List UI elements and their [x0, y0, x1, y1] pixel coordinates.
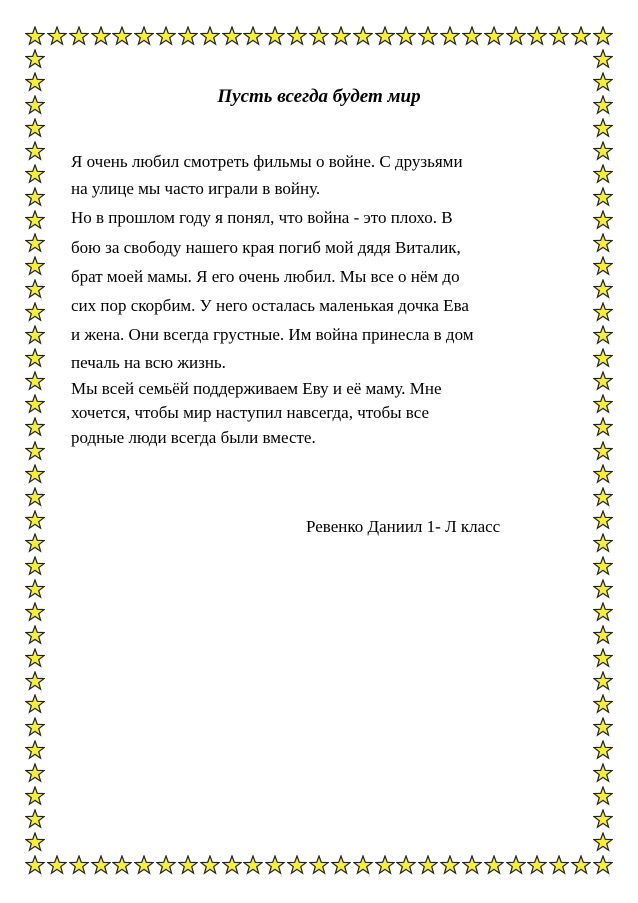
body-line: Но в прошлом году я понял, что война - это плохо. В — [71, 208, 453, 227]
star-icon — [331, 26, 351, 46]
star-icon — [571, 855, 591, 875]
star-icon — [549, 855, 569, 875]
star-icon — [593, 855, 613, 875]
star-icon — [47, 26, 67, 46]
star-icon — [25, 671, 45, 691]
star-icon — [25, 302, 45, 322]
star-icon — [593, 533, 613, 553]
star-icon — [134, 855, 154, 875]
star-icon — [593, 694, 613, 714]
star-icon — [506, 855, 526, 875]
star-icon — [309, 26, 329, 46]
star-icon — [25, 348, 45, 368]
star-icon — [484, 26, 504, 46]
star-icon — [25, 648, 45, 668]
star-icon — [200, 26, 220, 46]
star-icon — [91, 26, 111, 46]
star-icon — [593, 118, 613, 138]
star-icon — [418, 26, 438, 46]
star-icon — [134, 26, 154, 46]
star-icon — [593, 233, 613, 253]
star-icon — [593, 786, 613, 806]
star-icon — [353, 26, 373, 46]
star-icon — [47, 855, 67, 875]
star-icon — [593, 256, 613, 276]
star-icon — [25, 602, 45, 622]
star-icon — [178, 26, 198, 46]
body-line: родные люди всегда были вместе. — [71, 428, 316, 447]
star-icon — [593, 763, 613, 783]
star-icon — [462, 855, 482, 875]
star-icon — [25, 855, 45, 875]
body-line: хочется, чтобы мир наступил навсегда, чтобы все — [71, 403, 430, 422]
star-icon — [25, 763, 45, 783]
star-icon — [112, 26, 132, 46]
star-icon — [178, 855, 198, 875]
star-icon — [593, 510, 613, 530]
body-line: сих пор скорбим. У него осталась маленькая дочка Ева — [71, 296, 469, 315]
star-icon — [593, 49, 613, 69]
star-icon — [25, 279, 45, 299]
star-icon — [265, 26, 285, 46]
star-icon — [25, 832, 45, 852]
star-icon — [25, 464, 45, 484]
star-icon — [25, 394, 45, 414]
star-icon — [25, 579, 45, 599]
star-icon — [25, 533, 45, 553]
star-icon — [593, 348, 613, 368]
body-line: бою за свободу нашего края погиб мой дядя Виталик, — [71, 238, 461, 257]
star-icon — [593, 279, 613, 299]
star-icon — [222, 26, 242, 46]
star-icon — [593, 302, 613, 322]
star-icon — [25, 325, 45, 345]
star-icon — [375, 26, 395, 46]
star-icon — [25, 809, 45, 829]
star-icon — [25, 740, 45, 760]
star-icon — [69, 855, 89, 875]
star-icon — [593, 487, 613, 507]
star-icon — [25, 256, 45, 276]
star-icon — [593, 809, 613, 829]
star-icon — [593, 187, 613, 207]
star-icon — [593, 464, 613, 484]
body-line: печаль на всю жизнь. — [71, 353, 226, 372]
star-icon — [549, 26, 569, 46]
star-icon — [593, 648, 613, 668]
star-icon — [593, 164, 613, 184]
star-icon — [25, 26, 45, 46]
body-line: на улице мы часто играли в войну. — [71, 179, 321, 198]
star-icon — [593, 579, 613, 599]
star-icon — [91, 855, 111, 875]
star-icon — [25, 625, 45, 645]
star-icon — [222, 855, 242, 875]
star-icon — [593, 325, 613, 345]
star-icon — [156, 855, 176, 875]
star-icon — [243, 26, 263, 46]
star-icon — [484, 855, 504, 875]
star-icon — [593, 625, 613, 645]
star-icon — [593, 556, 613, 576]
star-icon — [25, 786, 45, 806]
star-icon — [200, 855, 220, 875]
star-icon — [527, 26, 547, 46]
star-icon — [309, 855, 329, 875]
star-icon — [593, 717, 613, 737]
star-icon — [593, 602, 613, 622]
star-icon — [287, 855, 307, 875]
star-icon — [25, 717, 45, 737]
star-icon — [69, 26, 89, 46]
star-icon — [593, 141, 613, 161]
star-icon — [571, 26, 591, 46]
star-icon — [25, 118, 45, 138]
body-line: Мы всей семьёй поддерживаем Еву и её маму. Мне — [71, 379, 442, 398]
star-icon — [287, 26, 307, 46]
star-icon — [353, 855, 373, 875]
star-icon — [25, 556, 45, 576]
star-icon — [593, 740, 613, 760]
body-line: и жена. Они всегда грустные. Им война принесла в дом — [71, 325, 474, 344]
star-icon — [243, 855, 263, 875]
star-icon — [593, 441, 613, 461]
star-icon — [25, 487, 45, 507]
star-icon — [25, 441, 45, 461]
star-icon — [593, 371, 613, 391]
body-line: Я очень любил смотреть фильмы о войне. С друзьями — [71, 152, 463, 171]
star-icon — [440, 855, 460, 875]
star-icon — [25, 164, 45, 184]
star-icon — [593, 832, 613, 852]
star-icon — [25, 694, 45, 714]
document-title: Пусть всегда будет мир — [217, 86, 421, 107]
star-icon — [593, 394, 613, 414]
star-icon — [25, 233, 45, 253]
star-icon — [25, 371, 45, 391]
author-signature: Ревенко Даниил 1- Л класс — [306, 517, 501, 536]
star-icon — [25, 141, 45, 161]
star-icon — [156, 26, 176, 46]
star-icon — [593, 26, 613, 46]
star-icon — [331, 855, 351, 875]
star-icon — [25, 510, 45, 530]
star-icon — [593, 417, 613, 437]
body-line: брат моей мамы. Я его очень любил. Мы все о нём до — [71, 267, 460, 286]
star-icon — [418, 855, 438, 875]
star-icon — [375, 855, 395, 875]
star-icon — [506, 26, 526, 46]
star-icon — [462, 26, 482, 46]
star-icon — [112, 855, 132, 875]
star-icon — [396, 26, 416, 46]
star-icon — [440, 26, 460, 46]
star-icon — [593, 671, 613, 691]
star-icon — [25, 417, 45, 437]
star-icon — [25, 187, 45, 207]
star-icon — [396, 855, 416, 875]
star-icon — [25, 210, 45, 230]
star-icon — [527, 855, 547, 875]
star-icon — [593, 210, 613, 230]
star-icon — [25, 49, 45, 69]
star-icon — [265, 855, 285, 875]
